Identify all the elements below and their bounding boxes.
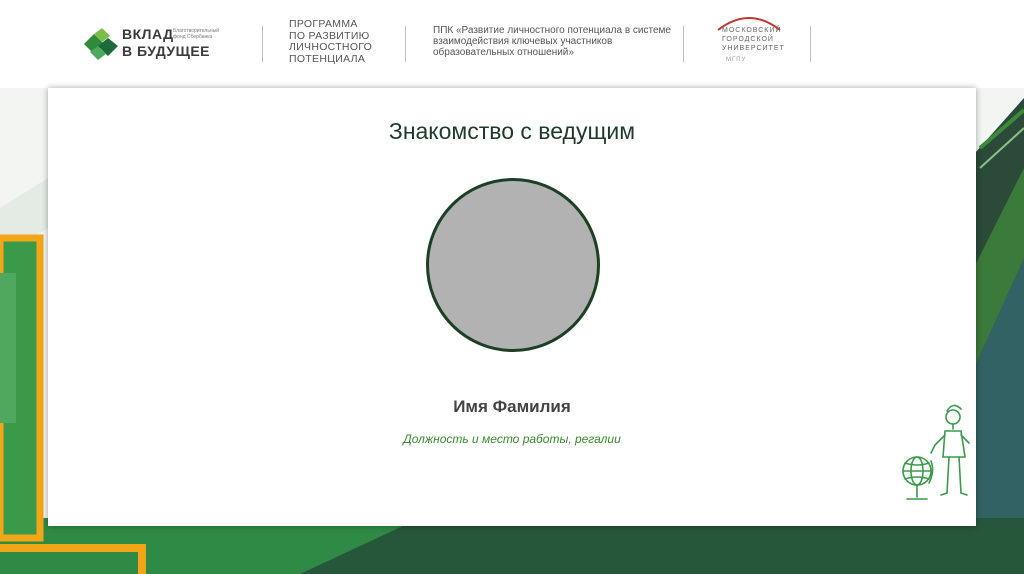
program-title: ПРОГРАММА ПО РАЗВИТИЮ ЛИЧНОСТНОГО ПОТЕНЦИАЛА <box>289 18 373 65</box>
logo-line1: ВКЛАД <box>122 26 174 42</box>
university-name: МОСКОВСКИЙ ГОРОДСКОЙ УНИВЕРСИТЕТ <box>722 27 785 52</box>
slide-title: Знакомство с ведущим <box>388 118 636 144</box>
university-logo <box>710 12 810 72</box>
host-role: Должность и место работы, регалии <box>403 432 621 446</box>
diamond-logo-icon <box>80 26 120 62</box>
header-divider <box>810 26 811 62</box>
header-divider <box>262 26 263 62</box>
header-bar <box>0 0 1024 88</box>
header-divider <box>405 26 406 62</box>
host-name: Имя Фамилия <box>453 397 571 416</box>
girl-with-globe-icon <box>895 395 975 507</box>
header-divider <box>683 26 684 62</box>
vklad-logo <box>80 24 260 64</box>
logo-line2: В БУДУЩЕЕ <box>122 43 211 59</box>
logo-subtitle: Благотворительный фонд Сбербанка <box>173 28 220 40</box>
university-abbr: МГПУ <box>726 57 747 63</box>
host-photo-placeholder <box>426 178 600 352</box>
ppk-title: ППК «Развитие личностного потенциала в системе взаимодействия ключевых участников образовательных отношений» <box>433 25 671 58</box>
